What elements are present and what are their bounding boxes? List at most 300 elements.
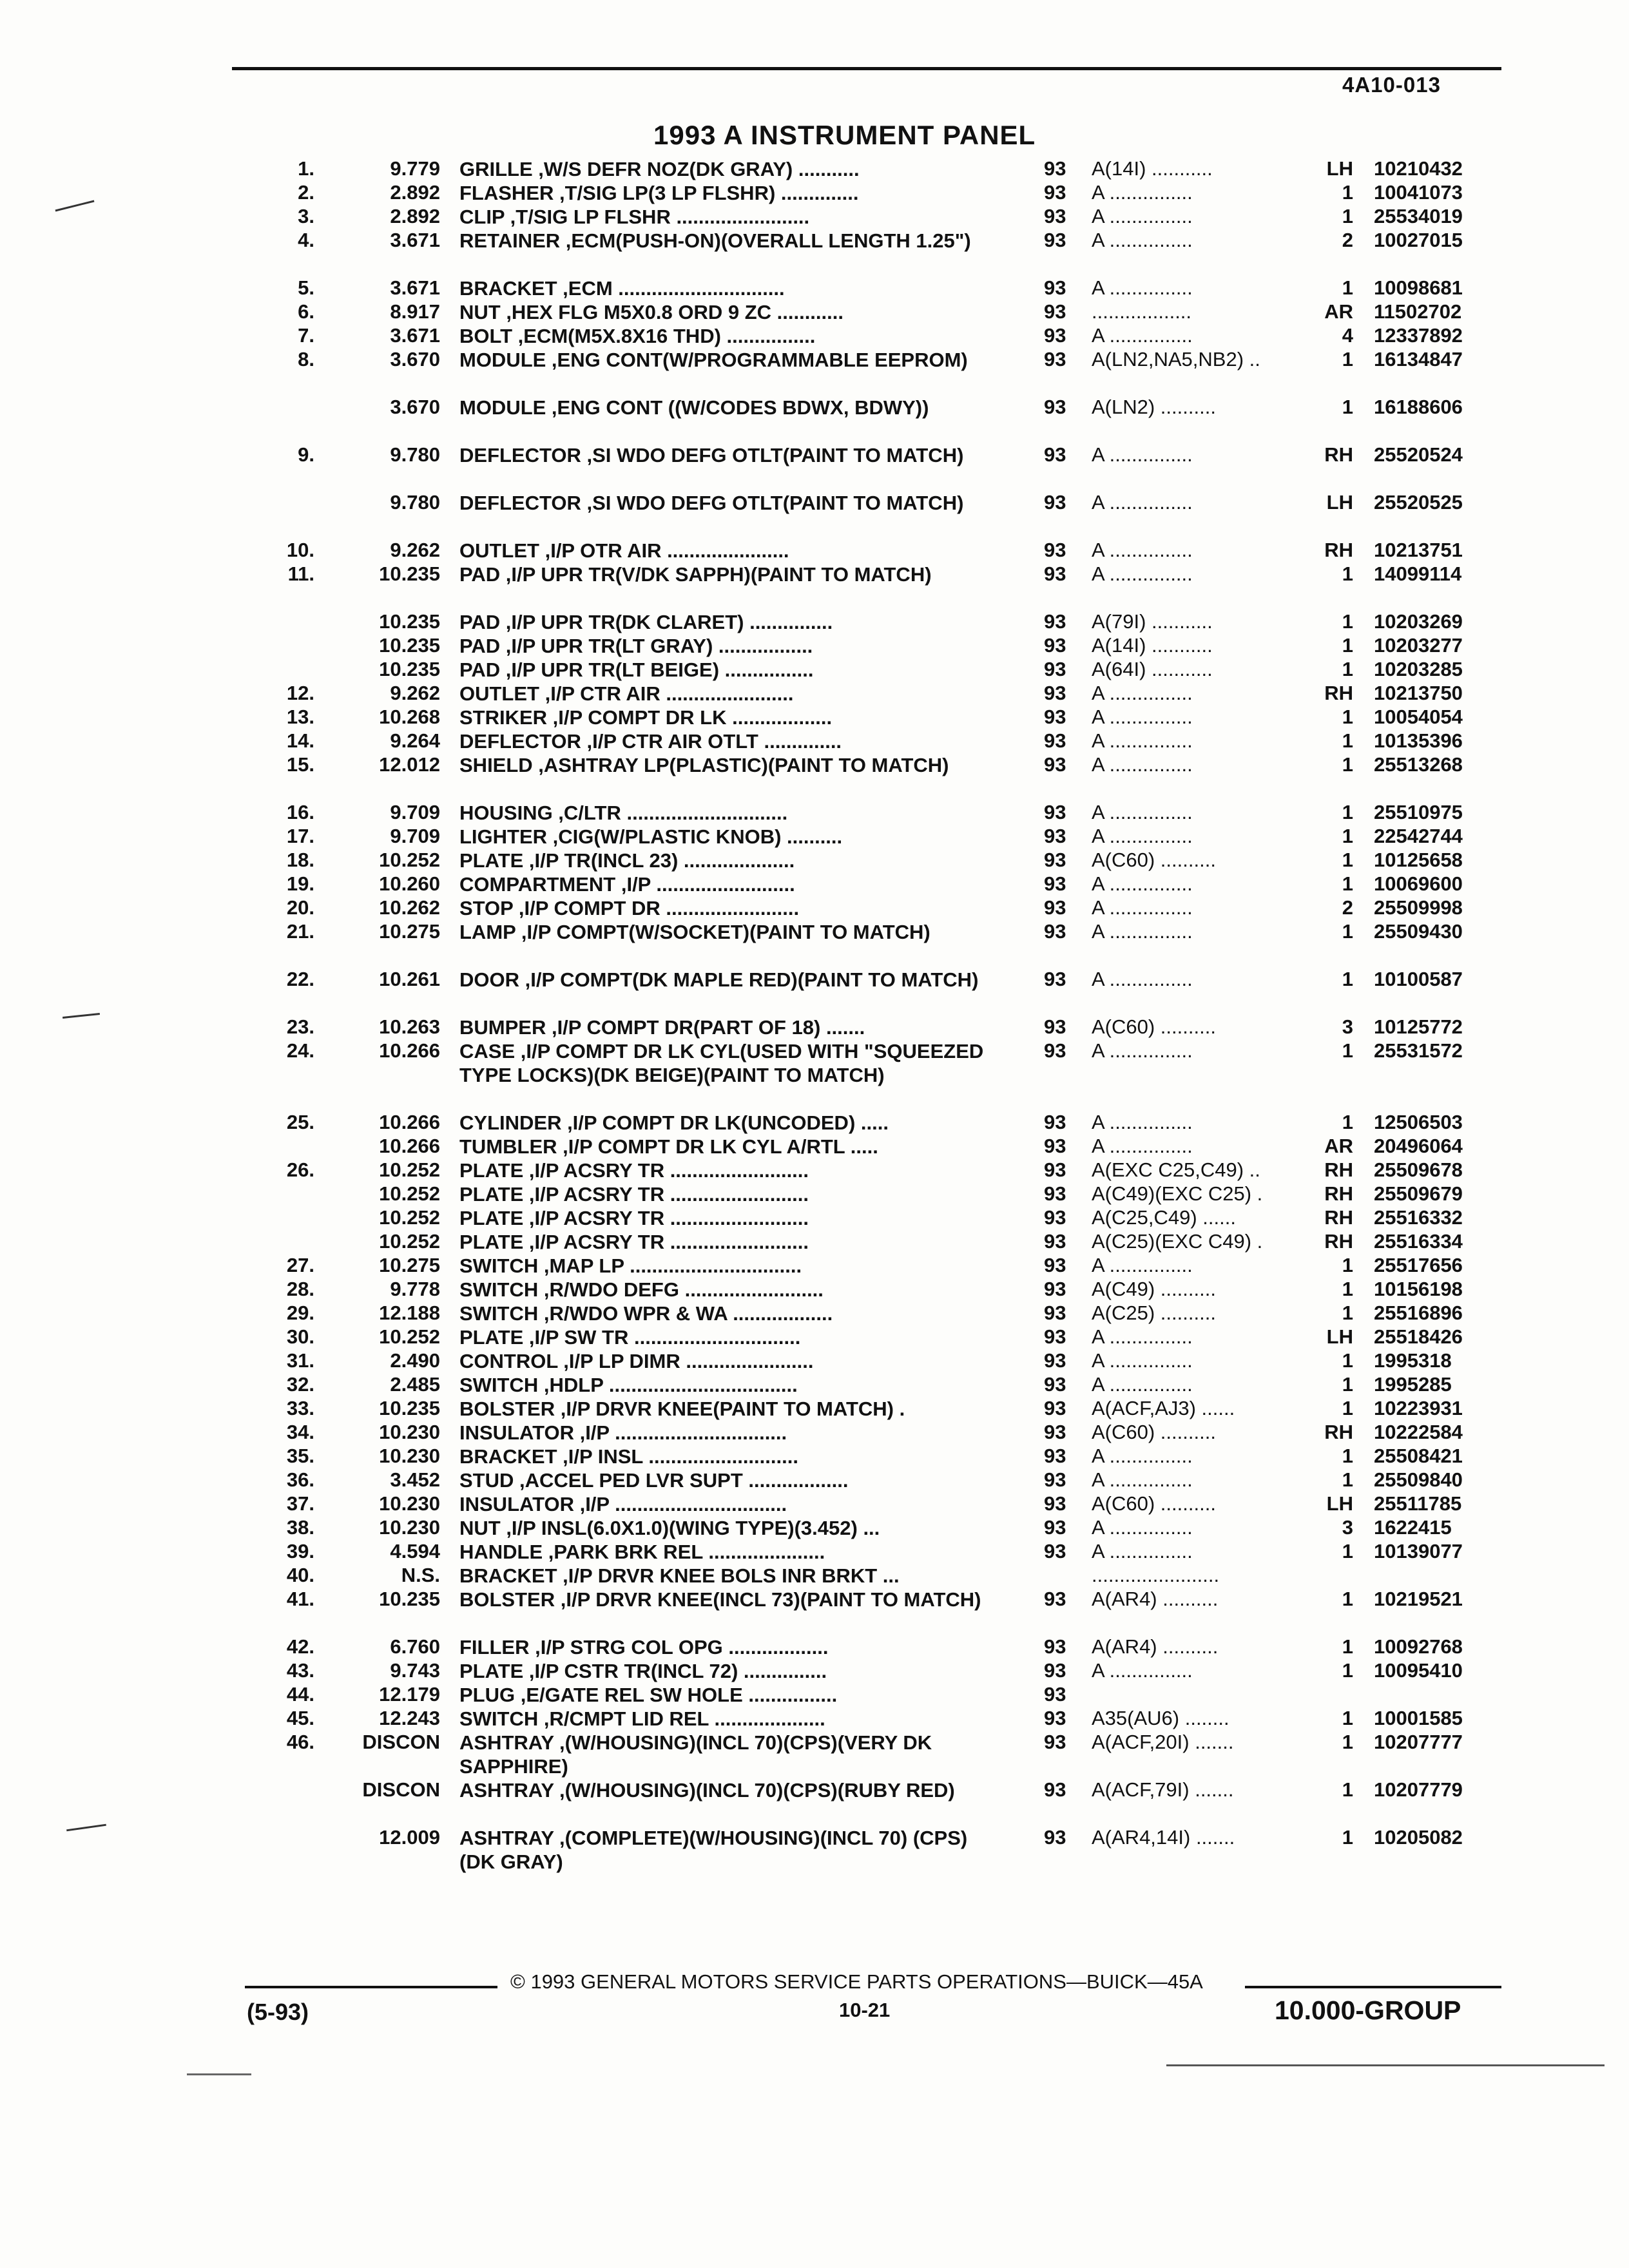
model-year: 93: [1044, 1421, 1066, 1443]
quantity: 2: [1342, 896, 1353, 919]
application-code: A(64I) ...........: [1092, 658, 1213, 680]
item-number: 31.: [286, 1349, 314, 1372]
part-number: 10203285: [1374, 658, 1463, 680]
model-year: 93: [1044, 1111, 1066, 1133]
application-code: A ...............: [1092, 443, 1193, 466]
model-year: 93: [1044, 1659, 1066, 1682]
part-description: PLATE ,I/P ACSRY TR .........................: [459, 1159, 809, 1182]
group-label: 10.000-GROUP: [1275, 1995, 1461, 2025]
part-description: BOLSTER ,I/P DRVR KNEE(INCL 73)(PAINT TO MATCH): [459, 1588, 981, 1611]
part-number: 25509678: [1374, 1158, 1463, 1181]
quantity: RH: [1324, 443, 1353, 466]
quantity: 1: [1342, 801, 1353, 823]
part-description: HOUSING ,C/LTR .............................: [459, 802, 788, 824]
group-number: 9.780: [390, 443, 440, 466]
group-number: 10.235: [379, 610, 440, 633]
part-description: DEFLECTOR ,I/P CTR AIR OTLT ..............: [459, 730, 842, 753]
part-description: HANDLE ,PARK BRK REL .....................: [459, 1541, 825, 1563]
quantity: 1: [1342, 348, 1353, 370]
application-code: A(14I) ...........: [1092, 157, 1213, 180]
application-code: A(C49)(EXC C25) .: [1092, 1182, 1263, 1205]
quantity: 1: [1342, 396, 1353, 418]
quantity: 1: [1342, 1445, 1353, 1467]
part-description: NUT ,I/P INSL(6.0X1.0)(WING TYPE)(3.452) ...: [459, 1517, 880, 1539]
revision-date: (5-93): [247, 1999, 309, 2025]
part-description: CYLINDER ,I/P COMPT DR LK(UNCODED) .....: [459, 1111, 889, 1134]
model-year: 93: [1044, 1397, 1066, 1419]
item-number: 9.: [298, 443, 314, 466]
part-description: NUT ,HEX FLG M5X0.8 ORD 9 ZC ............: [459, 301, 843, 323]
part-description: RETAINER ,ECM(PUSH-ON)(OVERALL LENGTH 1.25"): [459, 229, 971, 252]
model-year: 93: [1044, 324, 1066, 347]
application-code: A ...............: [1092, 1445, 1193, 1467]
group-number: 3.671: [390, 276, 440, 299]
application-code: A ...............: [1092, 562, 1193, 585]
part-number: 25509679: [1374, 1182, 1463, 1205]
quantity: 1: [1342, 1039, 1353, 1062]
part-description: PLUG ,E/GATE REL SW HOLE ................: [459, 1684, 838, 1706]
model-year: 93: [1044, 1230, 1066, 1253]
application-code: A ...............: [1092, 801, 1193, 823]
quantity: 1: [1342, 1707, 1353, 1729]
part-number: 10219521: [1374, 1588, 1463, 1610]
group-number: 10.275: [379, 920, 440, 943]
part-number: 10054054: [1374, 706, 1463, 728]
application-code: A(C60) ..........: [1092, 1492, 1216, 1515]
model-year: 93: [1044, 1588, 1066, 1610]
group-number: 10.230: [379, 1445, 440, 1467]
quantity: 3: [1342, 1015, 1353, 1038]
quantity: LH: [1326, 1492, 1353, 1515]
part-number: 1995285: [1374, 1373, 1452, 1396]
part-description: OUTLET ,I/P OTR AIR ......................: [459, 539, 789, 562]
part-description: CONTROL ,I/P LP DIMR .......................: [459, 1350, 814, 1372]
application-code: A ...............: [1092, 1659, 1193, 1682]
group-number: 2.892: [390, 181, 440, 204]
part-description: SWITCH ,R/WDO DEFG .........................: [459, 1278, 824, 1301]
application-code: A ...............: [1092, 491, 1193, 514]
part-number: 10125772: [1374, 1015, 1463, 1038]
part-number: 12506503: [1374, 1111, 1463, 1133]
group-number: 3.670: [390, 396, 440, 418]
part-description: PAD ,I/P UPR TR(V/DK SAPPH)(PAINT TO MATCH): [459, 563, 932, 586]
group-number: 10.252: [379, 1325, 440, 1348]
quantity: 1: [1342, 706, 1353, 728]
item-number: 39.: [286, 1540, 314, 1562]
footer-rule-left: [245, 1986, 497, 1988]
model-year: 93: [1044, 1635, 1066, 1658]
application-code: A(AR4) ..........: [1092, 1588, 1219, 1610]
application-code: A(ACF,AJ3) ......: [1092, 1397, 1235, 1419]
item-number: 11.: [287, 562, 314, 585]
model-year: 93: [1044, 1492, 1066, 1515]
scan-rule: [1166, 2064, 1605, 2066]
group-number: 10.230: [379, 1516, 440, 1539]
model-year: 93: [1044, 825, 1066, 847]
model-year: 93: [1044, 443, 1066, 466]
item-number: 12.: [286, 682, 314, 704]
part-number: 10223931: [1374, 1397, 1463, 1419]
part-description: PAD ,I/P UPR TR(DK CLARET) ...............: [459, 611, 833, 633]
part-number: 10125658: [1374, 849, 1463, 871]
quantity: 1: [1342, 276, 1353, 299]
group-number: 10.260: [379, 872, 440, 895]
part-number: 25509840: [1374, 1468, 1463, 1491]
model-year: 93: [1044, 1731, 1066, 1753]
model-year: 93: [1044, 753, 1066, 776]
group-number: 12.188: [379, 1302, 440, 1324]
group-number: 2.490: [390, 1349, 440, 1372]
application-code: A ...............: [1092, 729, 1193, 752]
application-code: A ...............: [1092, 753, 1193, 776]
model-year: 93: [1044, 1349, 1066, 1372]
item-number: 18.: [286, 849, 314, 871]
group-number: 10.252: [379, 849, 440, 871]
part-description: BOLSTER ,I/P DRVR KNEE(PAINT TO MATCH) .: [459, 1398, 905, 1420]
application-code: A35(AU6) ........: [1092, 1707, 1229, 1729]
model-year: 93: [1044, 1015, 1066, 1038]
group-number: 3.670: [390, 348, 440, 370]
group-number: 10.252: [379, 1206, 440, 1229]
quantity: 1: [1342, 1731, 1353, 1753]
part-number: 10210432: [1374, 157, 1463, 180]
application-code: A(EXC C25,C49) ..: [1092, 1158, 1260, 1181]
quantity: 1: [1342, 968, 1353, 990]
part-number: 12337892: [1374, 324, 1463, 347]
group-number: 10.261: [379, 968, 440, 990]
item-number: 23.: [286, 1015, 314, 1038]
part-number: 25513268: [1374, 753, 1463, 776]
quantity: LH: [1326, 157, 1353, 180]
group-number: 10.235: [379, 562, 440, 585]
quantity: 1: [1342, 872, 1353, 895]
doc-code: 4A10-013: [1342, 73, 1441, 97]
part-number: 25531572: [1374, 1039, 1463, 1062]
model-year: 93: [1044, 634, 1066, 657]
item-number: 44.: [286, 1683, 314, 1706]
part-description: CLIP ,T/SIG LP FLSHR ........................: [459, 206, 810, 228]
quantity: 1: [1342, 1373, 1353, 1396]
quantity: LH: [1326, 1325, 1353, 1348]
item-number: 14.: [286, 729, 314, 752]
quantity: 1: [1342, 1468, 1353, 1491]
part-description: PLATE ,I/P ACSRY TR .........................: [459, 1231, 809, 1253]
item-number: 20.: [286, 896, 314, 919]
application-code: A(14I) ...........: [1092, 634, 1213, 657]
application-code: A ...............: [1092, 539, 1193, 561]
item-number: 4.: [298, 229, 314, 251]
model-year: 93: [1044, 1278, 1066, 1300]
quantity: 1: [1342, 1349, 1353, 1372]
group-number: 10.268: [379, 706, 440, 728]
application-code: A ...............: [1092, 229, 1193, 251]
scan-rule: [187, 2073, 251, 2075]
model-year: 93: [1044, 682, 1066, 704]
part-description: BRACKET ,ECM ..............................: [459, 277, 785, 300]
item-number: 8.: [298, 348, 314, 370]
application-code: A(C25)(EXC C49) .: [1092, 1230, 1263, 1253]
application-code: A ...............: [1092, 1468, 1193, 1491]
part-description: PAD ,I/P UPR TR(LT BEIGE) ................: [459, 658, 814, 681]
item-number: 15.: [286, 753, 314, 776]
part-number: 10001585: [1374, 1707, 1463, 1729]
part-description: ASHTRAY ,(W/HOUSING)(INCL 70)(CPS)(RUBY RED): [459, 1779, 955, 1802]
part-description: DOOR ,I/P COMPT(DK MAPLE RED)(PAINT TO MATCH): [459, 968, 979, 991]
group-number: 9.709: [390, 825, 440, 847]
part-number: 25510975: [1374, 801, 1463, 823]
quantity: AR: [1324, 1135, 1353, 1157]
item-number: 17.: [286, 825, 314, 847]
part-number: 10100587: [1374, 968, 1463, 990]
model-year: 93: [1044, 539, 1066, 561]
quantity: 1: [1342, 753, 1353, 776]
part-description: PLATE ,I/P CSTR TR(INCL 72) ...............: [459, 1660, 827, 1682]
part-description: PLATE ,I/P SW TR ..............................: [459, 1326, 801, 1349]
group-number: 9.709: [390, 801, 440, 823]
part-number: 16134847: [1374, 348, 1463, 370]
quantity: 1: [1342, 825, 1353, 847]
part-number: 10205082: [1374, 1826, 1463, 1849]
model-year: 93: [1044, 610, 1066, 633]
part-number: 10098681: [1374, 276, 1463, 299]
item-number: 21.: [286, 920, 314, 943]
group-number: 12.179: [379, 1683, 440, 1706]
model-year: 93: [1044, 896, 1066, 919]
part-number: 10203269: [1374, 610, 1463, 633]
part-number: 20496064: [1374, 1135, 1463, 1157]
item-number: 1.: [298, 157, 314, 180]
model-year: 93: [1044, 181, 1066, 204]
part-number: 14099114: [1374, 562, 1462, 585]
group-number: 9.262: [390, 539, 440, 561]
part-description: ASHTRAY ,(COMPLETE)(W/HOUSING)(INCL 70) (CPS)(DK GRAY): [459, 1827, 968, 1873]
part-number: 10069600: [1374, 872, 1463, 895]
item-number: 26.: [286, 1158, 314, 1181]
item-number: 2.: [298, 181, 314, 204]
quantity: RH: [1324, 682, 1353, 704]
item-number: 45.: [286, 1707, 314, 1729]
group-number: 10.252: [379, 1182, 440, 1205]
quantity: 1: [1342, 1111, 1353, 1133]
group-number: 3.671: [390, 229, 440, 251]
application-code: A ...............: [1092, 1349, 1193, 1372]
application-code: A ...............: [1092, 1135, 1193, 1157]
application-code: ..................: [1092, 300, 1192, 323]
part-number: 25520525: [1374, 491, 1463, 514]
group-number: DISCON: [362, 1778, 440, 1801]
model-year: 93: [1044, 872, 1066, 895]
model-year: 93: [1044, 706, 1066, 728]
page-number: 10-21: [839, 1999, 891, 2021]
application-code: A(79I) ...........: [1092, 610, 1213, 633]
item-number: 29.: [286, 1302, 314, 1324]
item-number: 36.: [286, 1468, 314, 1491]
part-description: BRACKET ,I/P DRVR KNEE BOLS INR BRKT ...: [459, 1564, 900, 1587]
part-description: COMPARTMENT ,I/P .........................: [459, 873, 795, 896]
group-number: 10.266: [379, 1111, 440, 1133]
application-code: A ...............: [1092, 1325, 1193, 1348]
quantity: LH: [1326, 491, 1353, 514]
application-code: .......................: [1092, 1564, 1220, 1586]
application-code: A(ACF,20I) .......: [1092, 1731, 1234, 1753]
group-number: 10.263: [379, 1015, 440, 1038]
quantity: 1: [1342, 1278, 1353, 1300]
application-code: A(LN2,NA5,NB2) ..: [1092, 348, 1260, 370]
quantity: 1: [1342, 1254, 1353, 1276]
part-number: 11502702: [1374, 300, 1462, 323]
quantity: 1: [1342, 1397, 1353, 1419]
application-code: A ...............: [1092, 1111, 1193, 1133]
quantity: 1: [1342, 562, 1353, 585]
application-code: A ...............: [1092, 1373, 1193, 1396]
application-code: A(C25,C49) ......: [1092, 1206, 1236, 1229]
part-number: 25516896: [1374, 1302, 1463, 1324]
group-number: 10.266: [379, 1039, 440, 1062]
footer-rule-right: [1245, 1986, 1501, 1988]
part-number: 25516332: [1374, 1206, 1463, 1229]
application-code: A ...............: [1092, 968, 1193, 990]
group-number: 10.230: [379, 1492, 440, 1515]
part-description: FLASHER ,T/SIG LP(3 LP FLSHR) ..............: [459, 182, 859, 204]
application-code: A ...............: [1092, 181, 1193, 204]
part-number: 10095410: [1374, 1659, 1463, 1682]
group-number: 10.262: [379, 896, 440, 919]
part-number: 25508421: [1374, 1445, 1463, 1467]
model-year: 93: [1044, 1540, 1066, 1562]
model-year: 93: [1044, 658, 1066, 680]
part-number: 10207779: [1374, 1778, 1463, 1801]
page-title: 1993 A INSTRUMENT PANEL: [653, 120, 1036, 150]
group-number: 9.778: [390, 1278, 440, 1300]
application-code: A ...............: [1092, 920, 1193, 943]
item-number: 37.: [286, 1492, 314, 1515]
item-number: 19.: [286, 872, 314, 895]
group-number: 12.012: [379, 753, 440, 776]
part-description: SHIELD ,ASHTRAY LP(PLASTIC)(PAINT TO MATCH): [459, 754, 949, 776]
group-number: N.S.: [401, 1564, 440, 1586]
item-number: 6.: [298, 300, 314, 323]
group-number: 3.671: [390, 324, 440, 347]
part-number: 1995318: [1374, 1349, 1452, 1372]
quantity: 1: [1342, 610, 1353, 633]
group-number: 9.779: [390, 157, 440, 180]
part-description: DEFLECTOR ,SI WDO DEFG OTLT(PAINT TO MATCH): [459, 444, 964, 466]
model-year: 93: [1044, 1135, 1066, 1157]
part-number: 1622415: [1374, 1516, 1452, 1539]
quantity: 1: [1342, 658, 1353, 680]
part-number: 10027015: [1374, 229, 1463, 251]
application-code: A(C25) ..........: [1092, 1302, 1216, 1324]
item-number: 33.: [286, 1397, 314, 1419]
quantity: 1: [1342, 849, 1353, 871]
part-number: 25518426: [1374, 1325, 1463, 1348]
group-number: 3.452: [390, 1468, 440, 1491]
group-number: 12.009: [379, 1826, 440, 1849]
item-number: 22.: [286, 968, 314, 990]
part-number: 25517656: [1374, 1254, 1463, 1276]
quantity: 1: [1342, 634, 1353, 657]
part-description: SWITCH ,HDLP ..................................: [459, 1374, 798, 1396]
item-number: 3.: [298, 205, 314, 227]
part-number: 10092768: [1374, 1635, 1463, 1658]
application-code: A ...............: [1092, 896, 1193, 919]
part-description: LIGHTER ,CIG(W/PLASTIC KNOB) ..........: [459, 825, 843, 848]
part-number: 25516334: [1374, 1230, 1463, 1253]
part-description: ASHTRAY ,(W/HOUSING)(INCL 70)(CPS)(VERY DK SAPPHIRE): [459, 1731, 932, 1778]
application-code: A(C49) ..........: [1092, 1278, 1216, 1300]
part-description: LAMP ,I/P COMPT(W/SOCKET)(PAINT TO MATCH): [459, 921, 930, 943]
quantity: 1: [1342, 205, 1353, 227]
part-number: 10139077: [1374, 1540, 1463, 1562]
item-number: 5.: [298, 276, 314, 299]
quantity: RH: [1324, 1158, 1353, 1181]
model-year: 93: [1044, 300, 1066, 323]
group-number: 6.760: [390, 1635, 440, 1658]
item-number: 32.: [286, 1373, 314, 1396]
item-number: 27.: [286, 1254, 314, 1276]
part-description: PAD ,I/P UPR TR(LT GRAY) .................: [459, 635, 813, 657]
application-code: A ...............: [1092, 682, 1193, 704]
group-number: 10.252: [379, 1230, 440, 1253]
quantity: 4: [1342, 324, 1353, 347]
part-description: SWITCH ,R/CMPT LID REL ....................: [459, 1707, 825, 1730]
quantity: RH: [1324, 1421, 1353, 1443]
model-year: 93: [1044, 1707, 1066, 1729]
quantity: 1: [1342, 1778, 1353, 1801]
quantity: 2: [1342, 229, 1353, 251]
part-description: SWITCH ,MAP LP ...............................: [459, 1254, 802, 1277]
part-description: STRIKER ,I/P COMPT DR LK ..................: [459, 706, 833, 729]
item-number: 16.: [286, 801, 314, 823]
quantity: 1: [1342, 729, 1353, 752]
part-description: STOP ,I/P COMPT DR ........................: [459, 897, 800, 919]
application-code: A(C60) ..........: [1092, 1421, 1216, 1443]
group-number: 10.230: [379, 1421, 440, 1443]
part-description: OUTLET ,I/P CTR AIR .......................: [459, 682, 794, 705]
group-number: 10.266: [379, 1135, 440, 1157]
application-code: A(AR4) ..........: [1092, 1635, 1219, 1658]
part-number: 16188606: [1374, 396, 1463, 418]
model-year: 93: [1044, 1254, 1066, 1276]
item-number: 13.: [286, 706, 314, 728]
model-year: 93: [1044, 801, 1066, 823]
group-number: 9.743: [390, 1659, 440, 1682]
group-number: 9.780: [390, 491, 440, 514]
application-code: A(C60) ..........: [1092, 1015, 1216, 1038]
part-description: PLATE ,I/P TR(INCL 23) ....................: [459, 849, 795, 872]
item-number: 42.: [286, 1635, 314, 1658]
application-code: A(C60) ..........: [1092, 849, 1216, 871]
item-number: 25.: [286, 1111, 314, 1133]
application-code: A ...............: [1092, 205, 1193, 227]
model-year: 93: [1044, 562, 1066, 585]
item-number: 38.: [286, 1516, 314, 1539]
item-number: 34.: [286, 1421, 314, 1443]
part-number: 25509430: [1374, 920, 1463, 943]
part-number: 22542744: [1374, 825, 1463, 847]
part-number: 10207777: [1374, 1731, 1463, 1753]
part-number: 25520524: [1374, 443, 1463, 466]
quantity: 3: [1342, 1516, 1353, 1539]
item-number: 46.: [286, 1731, 314, 1753]
model-year: 93: [1044, 729, 1066, 752]
model-year: 93: [1044, 1302, 1066, 1324]
part-description: STUD ,ACCEL PED LVR SUPT ..................: [459, 1469, 849, 1492]
application-code: A ...............: [1092, 872, 1193, 895]
part-number: 10135396: [1374, 729, 1463, 752]
model-year: 93: [1044, 1683, 1066, 1706]
item-number: 10.: [286, 539, 314, 561]
